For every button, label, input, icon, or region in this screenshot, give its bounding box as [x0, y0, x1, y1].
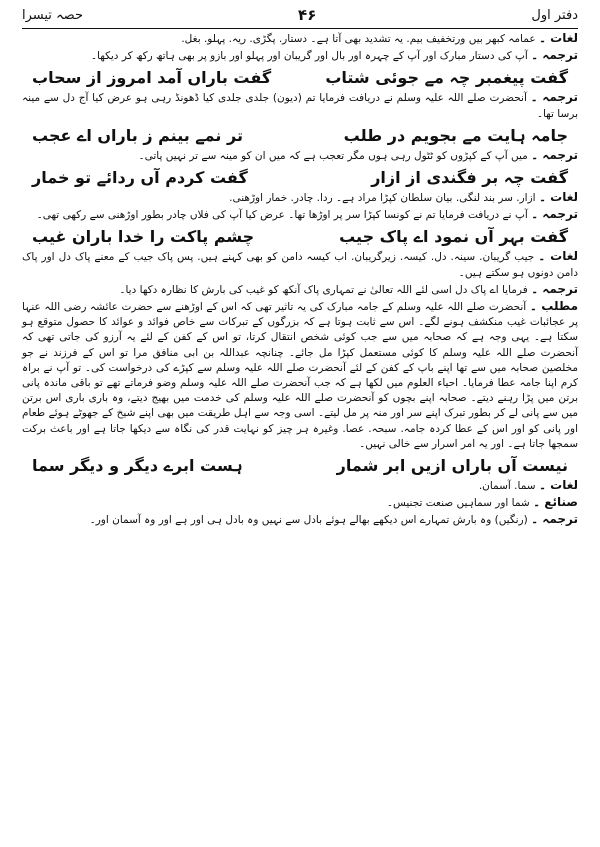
header-right: دفتر اول [531, 7, 578, 23]
tarjuma-3 [22, 148, 578, 164]
tarjuma-label: ترجمہ ۔ [531, 147, 578, 162]
lughat-2 [22, 190, 578, 206]
tarjuma-2 [22, 90, 578, 121]
verse-1 [32, 67, 568, 89]
verse-4 [32, 226, 568, 248]
verse-5 [32, 455, 568, 477]
lughat-text: سما. آسمان. [478, 480, 536, 493]
verse-4-a: گفت بہر آں نمود اے پاک جیب [339, 227, 568, 247]
page-body [22, 31, 578, 529]
tarjuma-label: ترجمہ ۔ [531, 281, 578, 296]
sanaye-text: شما اور سماہیں صنعت تجنیس۔ [386, 497, 530, 510]
tarjuma-text: آنحضرت صلے اللہ علیہ وسلم نے دریافت فرمایا تم (دیون) جلدی جلدی کیا ڈھونڈ رہی ہو عرض کیا آج دل سے مینہ برسا تھا۔ [22, 92, 578, 120]
sanaye-label: صنائع ۔ [533, 495, 578, 510]
lughat-label: لغات ۔ [538, 249, 578, 264]
tarjuma-label: ترجمہ ۔ [531, 48, 578, 63]
tarjuma-4 [22, 207, 578, 223]
tarjuma-text: آپ کی دستار مبارک اور آپ کے چہرہ اور بال اور گریبان اور پہلو اور بازو پر بھی ہاتھ رکھ کر دیکھا۔ [90, 50, 528, 63]
verse-1-a: گفت پیغمبر چہ مے جوئی شتاب [325, 68, 568, 88]
header-left: حصہ تیسرا [22, 7, 83, 23]
tarjuma-text: فرمایا اے پاک دل اسی لئے اللہ تعالیٰ نے تمہاری پاک آنکھ کو غیب کی بارش کا نظارہ دکھا دیا۔ [119, 283, 528, 296]
matlab-label: مطلب ۔ [529, 299, 578, 314]
lughat-label: لغات ۔ [538, 478, 578, 493]
verse-3-b: گفت کردم آں ردائے تو خمار [32, 168, 248, 188]
lughat-text: ازار. سر بند لنگی. بیان سلطان کپڑا مراد ہے۔ ردا. چادر. خمار اوڑھنی. [229, 192, 536, 205]
verse-2-a: جامہ ہایت مے بجویم در طلب [343, 125, 568, 145]
lughat-text: عمامہ کبھر بیں ورتخفیف بیم. یہ تشدید بھی آتا ہے۔ دستار. پگڑی. ریہ. پہلو. بغل. [181, 33, 536, 45]
verse-3-a: گفت چہ بر فگندی از ازار [371, 168, 568, 188]
lughat-label: لغات ۔ [538, 190, 578, 205]
matlab [22, 299, 578, 452]
lughat-3 [22, 249, 578, 280]
tarjuma-6 [22, 512, 578, 528]
lughat-label: لغات ۔ [538, 31, 578, 45]
verse-2-b: تر نمے بینم ز باراں اے عجب [32, 125, 243, 145]
tarjuma-text: میں آپ کے کپڑوں کو ٹٹول رہی ہوں مگر تعجب ہے کہ میں ان کو مینہ سے تر نہیں پاتی۔ [138, 149, 528, 162]
tarjuma-label: ترجمہ ۔ [531, 512, 578, 527]
header-rule [22, 28, 578, 29]
tarjuma-label: ترجمہ ۔ [531, 207, 578, 222]
page-header [22, 2, 578, 28]
verse-5-a: نیست آں باراں ازیں ابر شمار [336, 456, 568, 476]
page-number: ۴۶ [298, 6, 317, 24]
matlab-text: آنحضرت صلے اللہ علیہ وسلم کے جامہ مبارک کی یہ تاثیر تھی کہ اس کے اوڑھنے سے حضرت عائشہ رضی اللہ عنہا پر عجائبات غیب منکشف ہونے لگے۔ اس سے ثابت ہوتا ہے کہ بزرگوں کے تبرکات سے خاص فوائد و عوائد کا حصول متوقع ہو سکتا ہے۔ یہی وجہ ہے کہ صحابہ میں سے جب کوئی شخص انتقال کرتا، تو اس کے کفن کے لئے یہ آرزو کی جاتی تھی کہ آنحضرت صلے اللہ علیہ وسلم کا کوئی مستعمل کپڑا مل جائے۔ چنانچہ عبداللہ بن ابی منافق مرا تو اس کے فرزند نے جو مخلصین صحابہ میں سے تھا اپنے باپ کے کفن کے لئے آنحضرت صلے اللہ علیہ وسلم سے کپڑے کی درخواست کی۔ تو آپ نے براہ کرم اپنا جامہ عطا فرمایا۔ احیاء العلوم میں لکھا ہے کہ جب آنحضرت صلے اللہ علیہ وسلم وضو فرماتے تھے تو باقی ماندہ پانی برتن میں پڑا رہنے دیتے۔ صحابہ اپنے بچوں کو آنحضرت صلے اللہ علیہ وسلم کی خدمت میں بھیج دیتے، وہ باری باری اس برتن میں سے پانی لے کر بطور تبرک اپنے سر اور منہ پر مل لیتے۔ اسی وجہ سے اہل طریقت میں بھی اپنے شیخ کے جھوٹے ہوئے طعام اور پانی کو اور اس کے عطا کردہ جامہ. سبحہ. عصا. وغیرہ ہر چیز کو نہایت قدر کی نگاہ سے دیکھا جاتا ہے اور باعث برکت سمجھا جاتا ہے۔ اور یہ امر اسرار سے خالی نہیں۔ [22, 301, 578, 450]
tarjuma-5 [22, 282, 578, 298]
tarjuma-text: (رنگیں) وہ بارش تمہارے اس دیکھے بھالے ہوئے بادل سے نہیں وہ بادل ہی اور ہے اور وہ آسمان اور۔ [89, 514, 528, 527]
lughat-text: جیب گریبان. سینہ. دل. کیسہ. زیرگریبان. اب کیسہ دامن کو بھی کہنے ہیں. پس پاک جیب کے معنے پاک دل اور پاک دامن دونوں ہو سکتے ہیں۔ [22, 251, 578, 279]
verse-3 [32, 167, 568, 189]
verse-1-b: گفت باراں آمد امروز از سحاب [32, 68, 272, 88]
verse-5-b: ہست ابرے دیگر و دیگر سما [32, 456, 243, 476]
tarjuma-label: ترجمہ ۔ [530, 90, 579, 105]
lughat-1 [22, 31, 578, 47]
lughat-4 [22, 478, 578, 494]
verse-2 [32, 125, 568, 147]
sanaye [22, 495, 578, 511]
tarjuma-1 [22, 48, 578, 64]
verse-4-b: چشم پاکت را خدا باران غیب [32, 227, 255, 247]
tarjuma-text: آپ نے دریافت فرمایا تم نے کونسا کپڑا سر پر اوڑھا تھا۔ عرض کیا آپ کی فلاں چادر بطور اوڑھنی سے رکھی تھی۔ [36, 209, 528, 222]
